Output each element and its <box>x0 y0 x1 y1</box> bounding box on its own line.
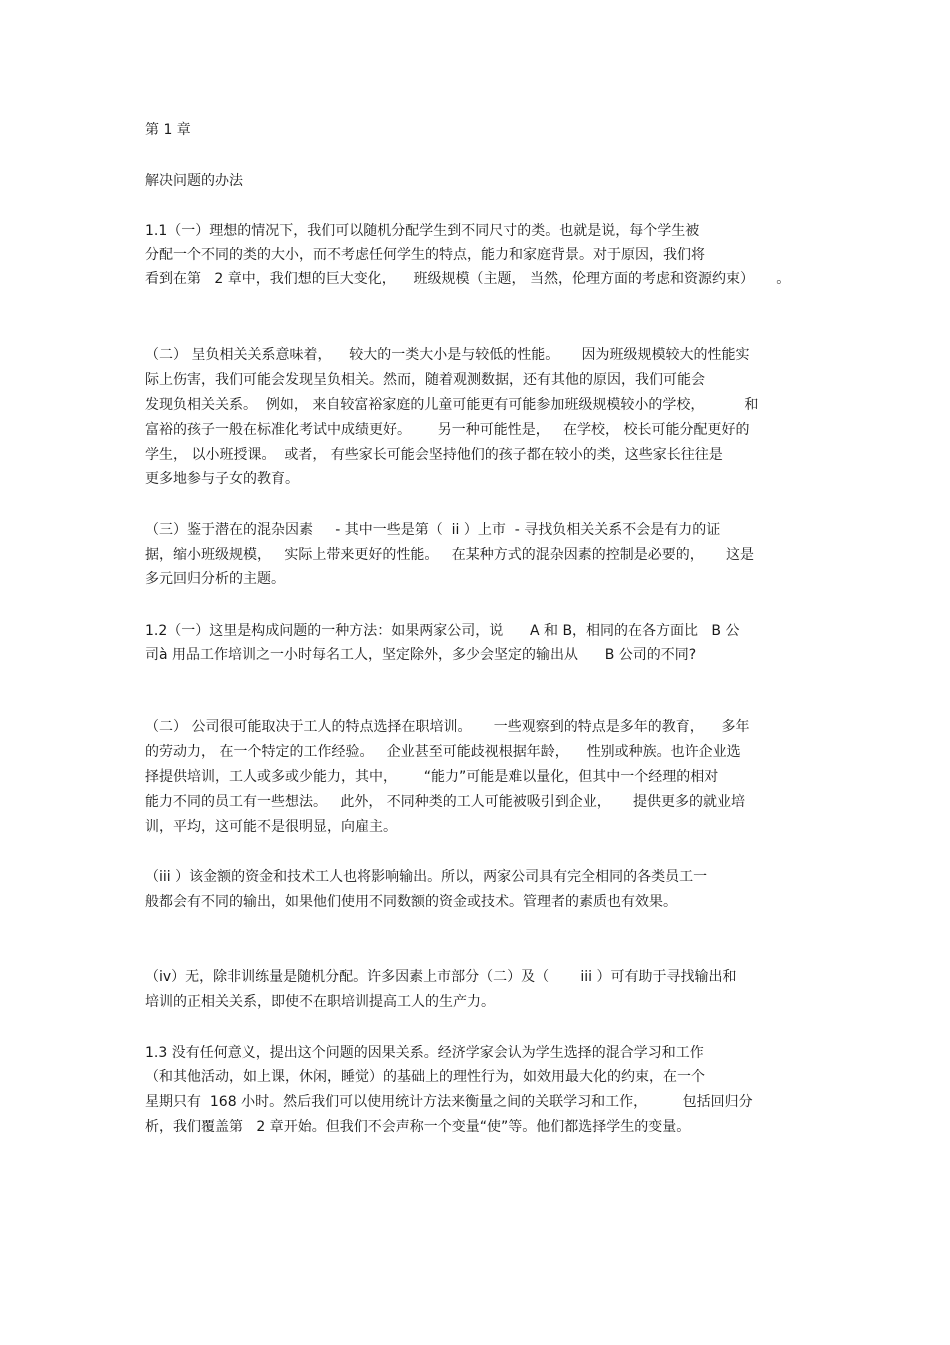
text-line: 能力不同的员工有一些想法。 此外， 不同种类的工人可能被吸引到企业， 提供更多的就业培 <box>145 794 746 810</box>
text-line: 际上伤害，我们可能会发现呈负相关。然而，随着观测数据，还有其他的原因，我们可能会 <box>145 372 705 388</box>
text-line: 1.2（一）这里是构成问题的一种方法：如果两家公司，说 A 和 B，相同的在各方面比 B 公 <box>145 623 740 639</box>
text-line: 的劳动力， 在一个特定的工作经验。 企业甚至可能歧视根据年龄， 性别或种族。也许企业选 <box>145 744 741 760</box>
document-title: 解决问题的办法 <box>145 173 243 189</box>
text-line: （三）鉴于潜在的混杂因素 - 其中一些是第（ ii ）上市 - 寻找负相关关系不会是有力的证 <box>145 522 721 538</box>
text-line: 多元回归分析的主题。 <box>145 571 285 587</box>
text-line: 析，我们覆盖第 2 章开始。但我们不会声称一个变量“使”等。他们都选择学生的变量。 <box>145 1119 691 1135</box>
text-line: （二） 呈负相关关系意味着， 较大的一类大小是与较低的性能。 因为班级规模较大的性能实 <box>145 347 750 363</box>
text-line: 富裕的孩子一般在标准化考试中成绩更好。 另一种可能性是， 在学校， 校长可能分配更好的 <box>145 422 750 438</box>
text-line: （iii ）该金额的资金和技术工人也将影响输出。所以，两家公司具有完全相同的各类员工一 <box>145 869 708 885</box>
text-line: 司à 用品工作培训之一小时每名工人，坚定除外，多少会坚定的输出从 B 公司的不同? <box>145 647 697 663</box>
text-line: 发现负相关关系。 例如， 来自较富裕家庭的儿童可能更有可能参加班级规模较小的学校， 和 <box>145 397 759 413</box>
text-line: （iv）无，除非训练量是随机分配。许多因素上市部分（二）及（ iii ）可有助于寻找输出和 <box>145 969 737 985</box>
text-line: 1.3 没有任何意义，提出这个问题的因果关系。经济学家会认为学生选择的混合学习和工作 <box>145 1045 704 1061</box>
text-line: 据，缩小班级规模， 实际上带来更好的性能。 在某种方式的混杂因素的控制是必要的， 这是 <box>145 547 754 563</box>
text-line: 培训的正相关关系，即使不在职培训提高工人的生产力。 <box>145 994 495 1010</box>
text-line: 更多地参与子女的教育。 <box>145 471 299 487</box>
text-line: 学生， 以小班授课。 或者， 有些家长可能会坚持他们的孩子都在较小的类，这些家长往往是 <box>145 447 723 463</box>
text-line: 择提供培训，工人或多或少能力，其中， “能力”可能是难以量化，但其中一个经理的相对 <box>145 769 719 785</box>
text-line: 训，平均，这可能不是很明显，向雇主。 <box>145 819 397 835</box>
text-line: 分配一个不同的类的大小，而不考虑任何学生的特点，能力和家庭背景。对于原因，我们将 <box>145 247 705 263</box>
text-line: 般都会有不同的输出，如果他们使用不同数额的资金或技术。管理者的素质也有效果。 <box>145 894 677 910</box>
text-line: （二） 公司很可能取决于工人的特点选择在职培训。 一些观察到的特点是多年的教育， 多年 <box>145 719 750 735</box>
chapter-heading: 第 1 章 <box>145 122 191 138</box>
text-line: 1.1（一）理想的情况下，我们可以随机分配学生到不同尺寸的类。也就是说，每个学生被 <box>145 223 700 239</box>
text-line: （和其他活动，如上课，休闲，睡觉）的基础上的理性行为，如效用最大化的约束，在一个 <box>145 1069 705 1085</box>
text-line: 星期只有 168 小时。然后我们可以使用统计方法来衡量之间的关联学习和工作， 包括回归分 <box>145 1094 753 1110</box>
text-line: 看到在第 2 章中，我们想的巨大变化， 班级规模（主题， 当然，伦理方面的考虑和资源约束） 。 <box>145 271 791 287</box>
